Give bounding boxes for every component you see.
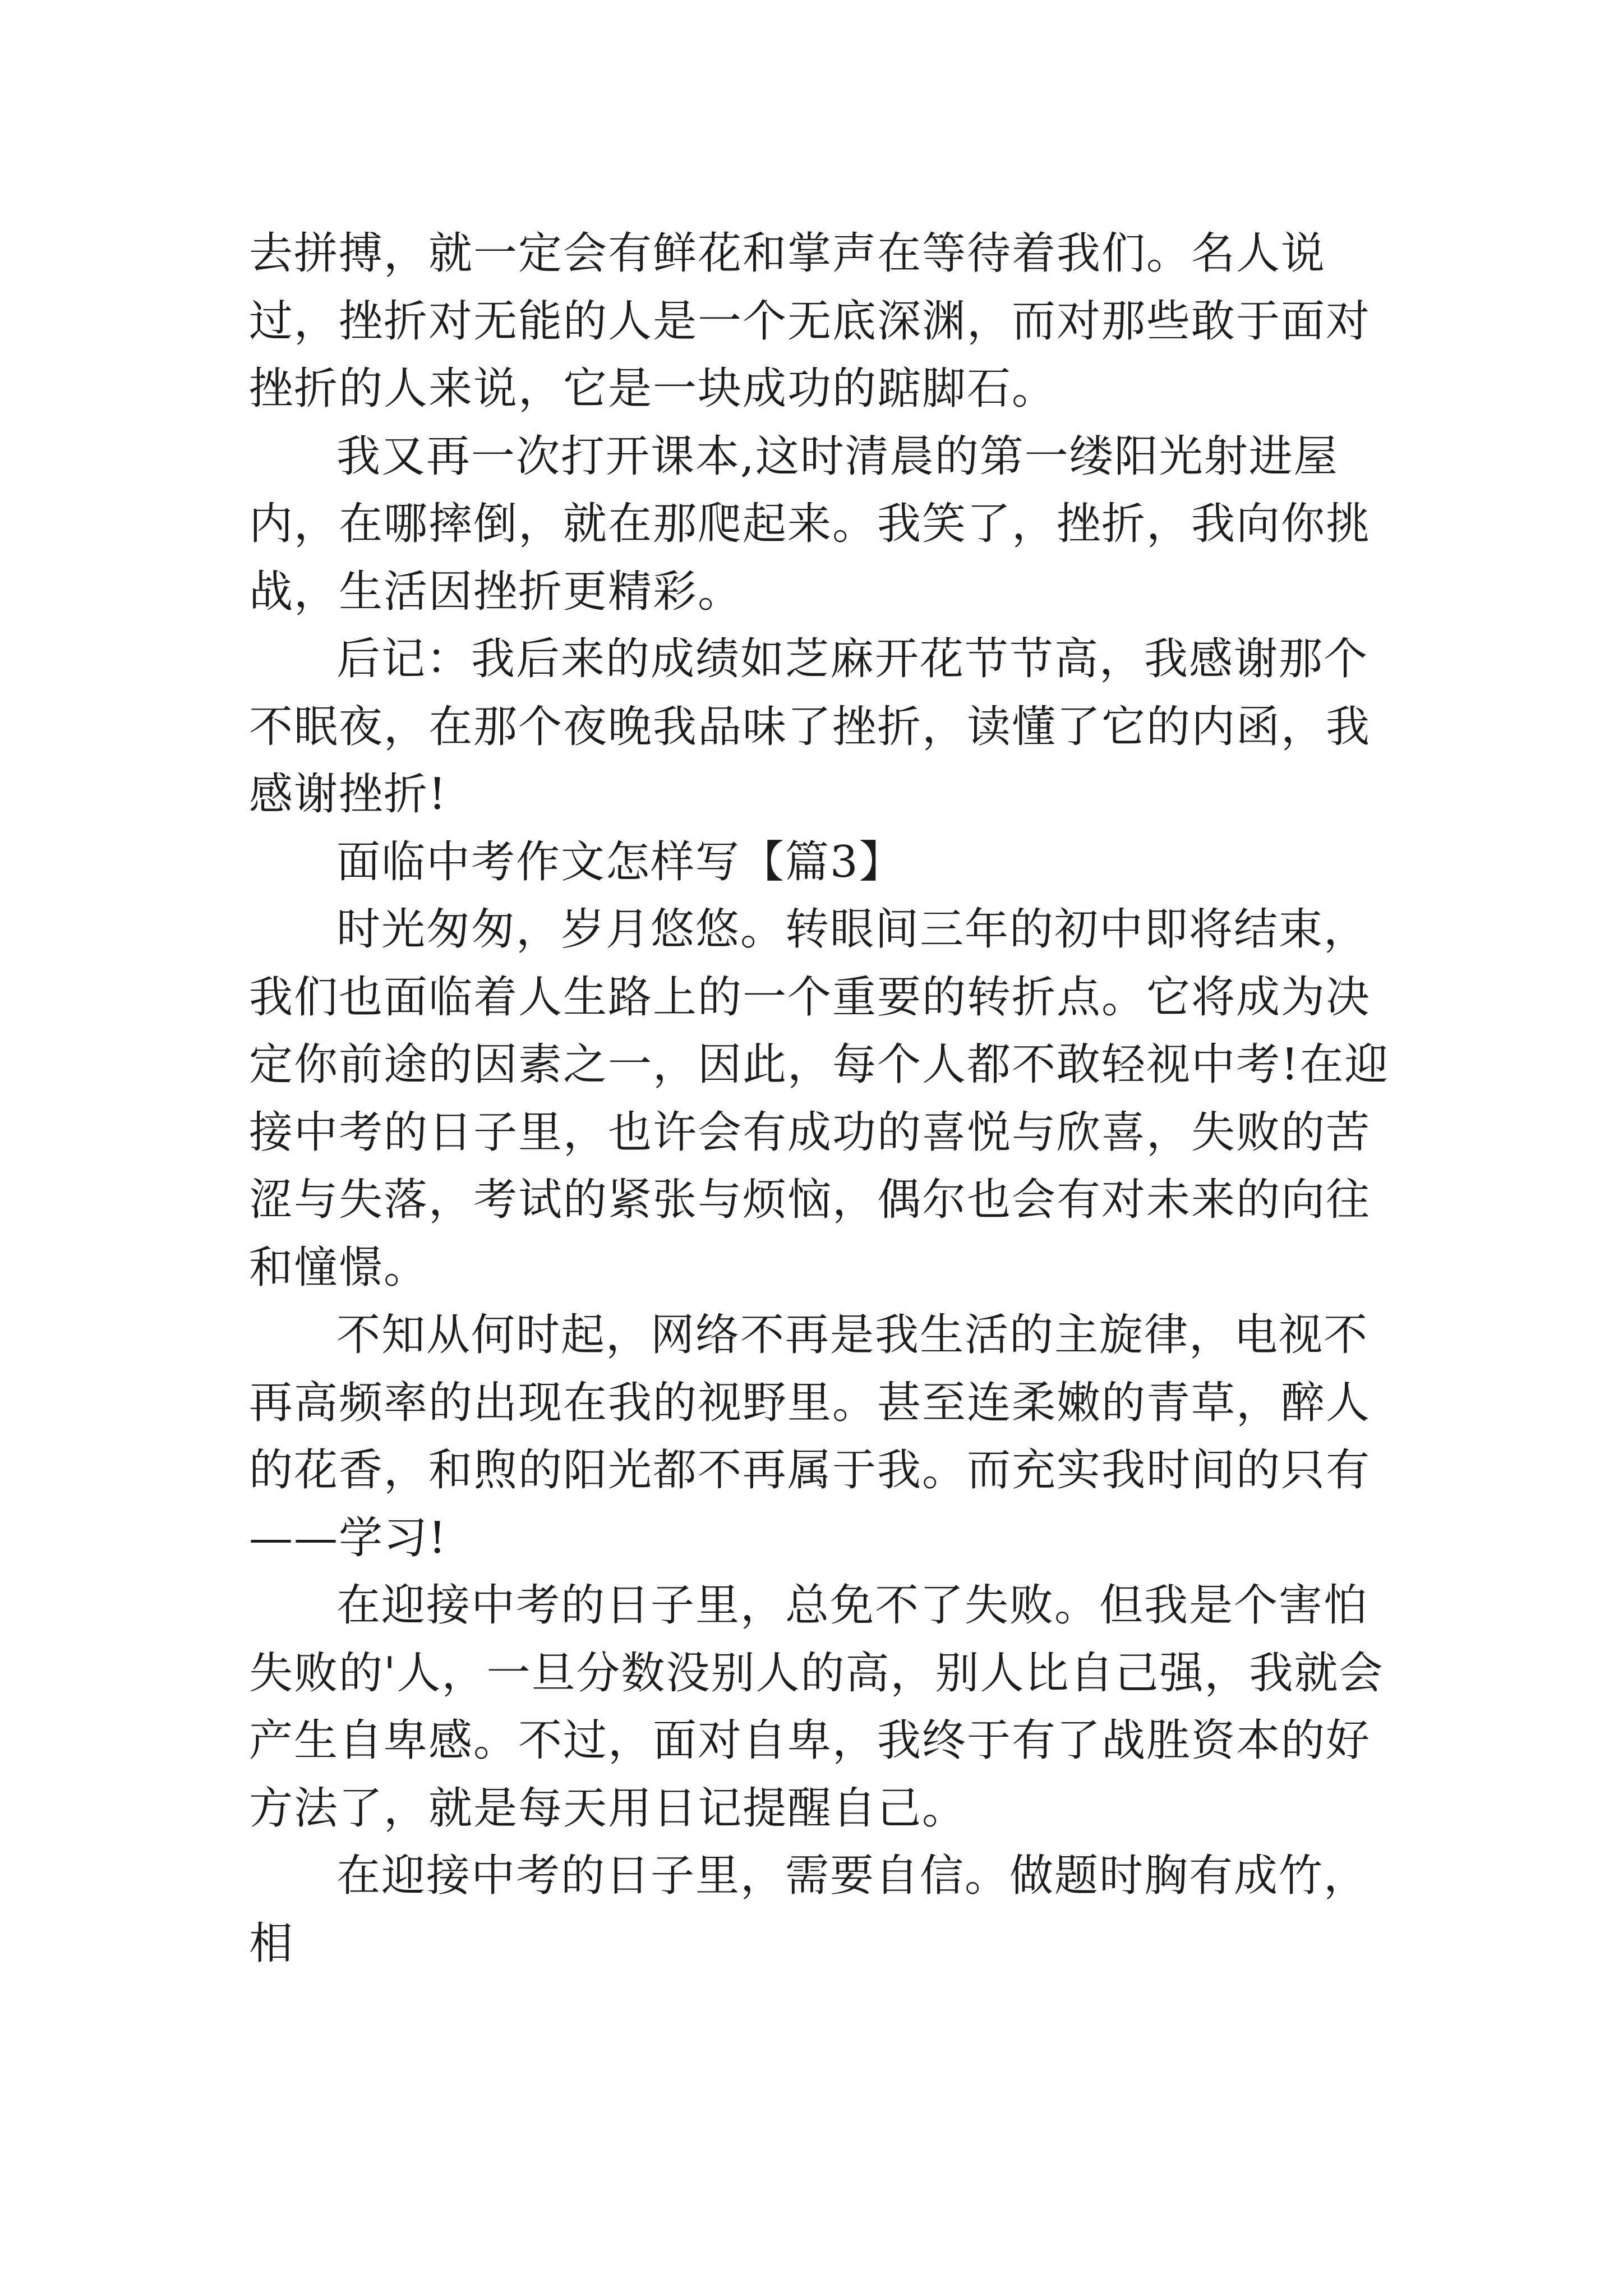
paragraph-continued: 去拼搏，就一定会有鲜花和掌声在等待着我们。名人说过，挫折对无能的人是一个无底深渊，而对那些敢于面对挫折的人来说，它是一块成功的踮脚石。: [249, 228, 1371, 414]
paragraph: 在迎接中考的日子里，总免不了失败。但我是个害怕失败的'人，一旦分数没别人的高，别人比自己强，我就会产生自卑感。不过，面对自卑，我终于有了战胜资本的好方法了，就是每天用日记提醒自己。: [249, 1580, 1384, 1834]
paragraph: 时光匆匆，岁月悠悠。转眼间三年的初中即将结束，我们也面临着人生路上的一个重要的转折点。它将成为决定你前途的因素之一，因此，每个人都不敢轻视中考!在迎接中考的日子里，也许会有成功的喜悦与欣喜，失败的苦涩与失落，考试的紧张与烦恼，偶尔也会有对未来的向往和憧憬。: [249, 904, 1390, 1293]
section-heading: 面临中考作文怎样写【篇3】: [336, 836, 904, 887]
paragraph: 不知从何时起，网络不再是我生活的主旋律，电视不再高频率的出现在我的视野里。甚至连柔嫩的青草，醉人的花香，和煦的阳光都不再属于我。而充实我时间的只有——学习!: [249, 1310, 1371, 1563]
paragraph-postscript: 后记：我后来的成绩如芝麻开花节节高，我感谢那个不眠夜，在那个夜晚我品味了挫折，读懂了它的内函，我感谢挫折!: [249, 634, 1371, 820]
document-body: [249, 220, 1393, 1977]
paragraph: 我又再一次打开课本,这时清晨的第一缕阳光射进屋内，在哪摔倒，就在那爬起来。我笑了，挫折，我向你挑战，生活因挫折更精彩。: [249, 431, 1371, 617]
paragraph: 在迎接中考的日子里，需要自信。做题时胸有成竹，相: [249, 1851, 1369, 1969]
